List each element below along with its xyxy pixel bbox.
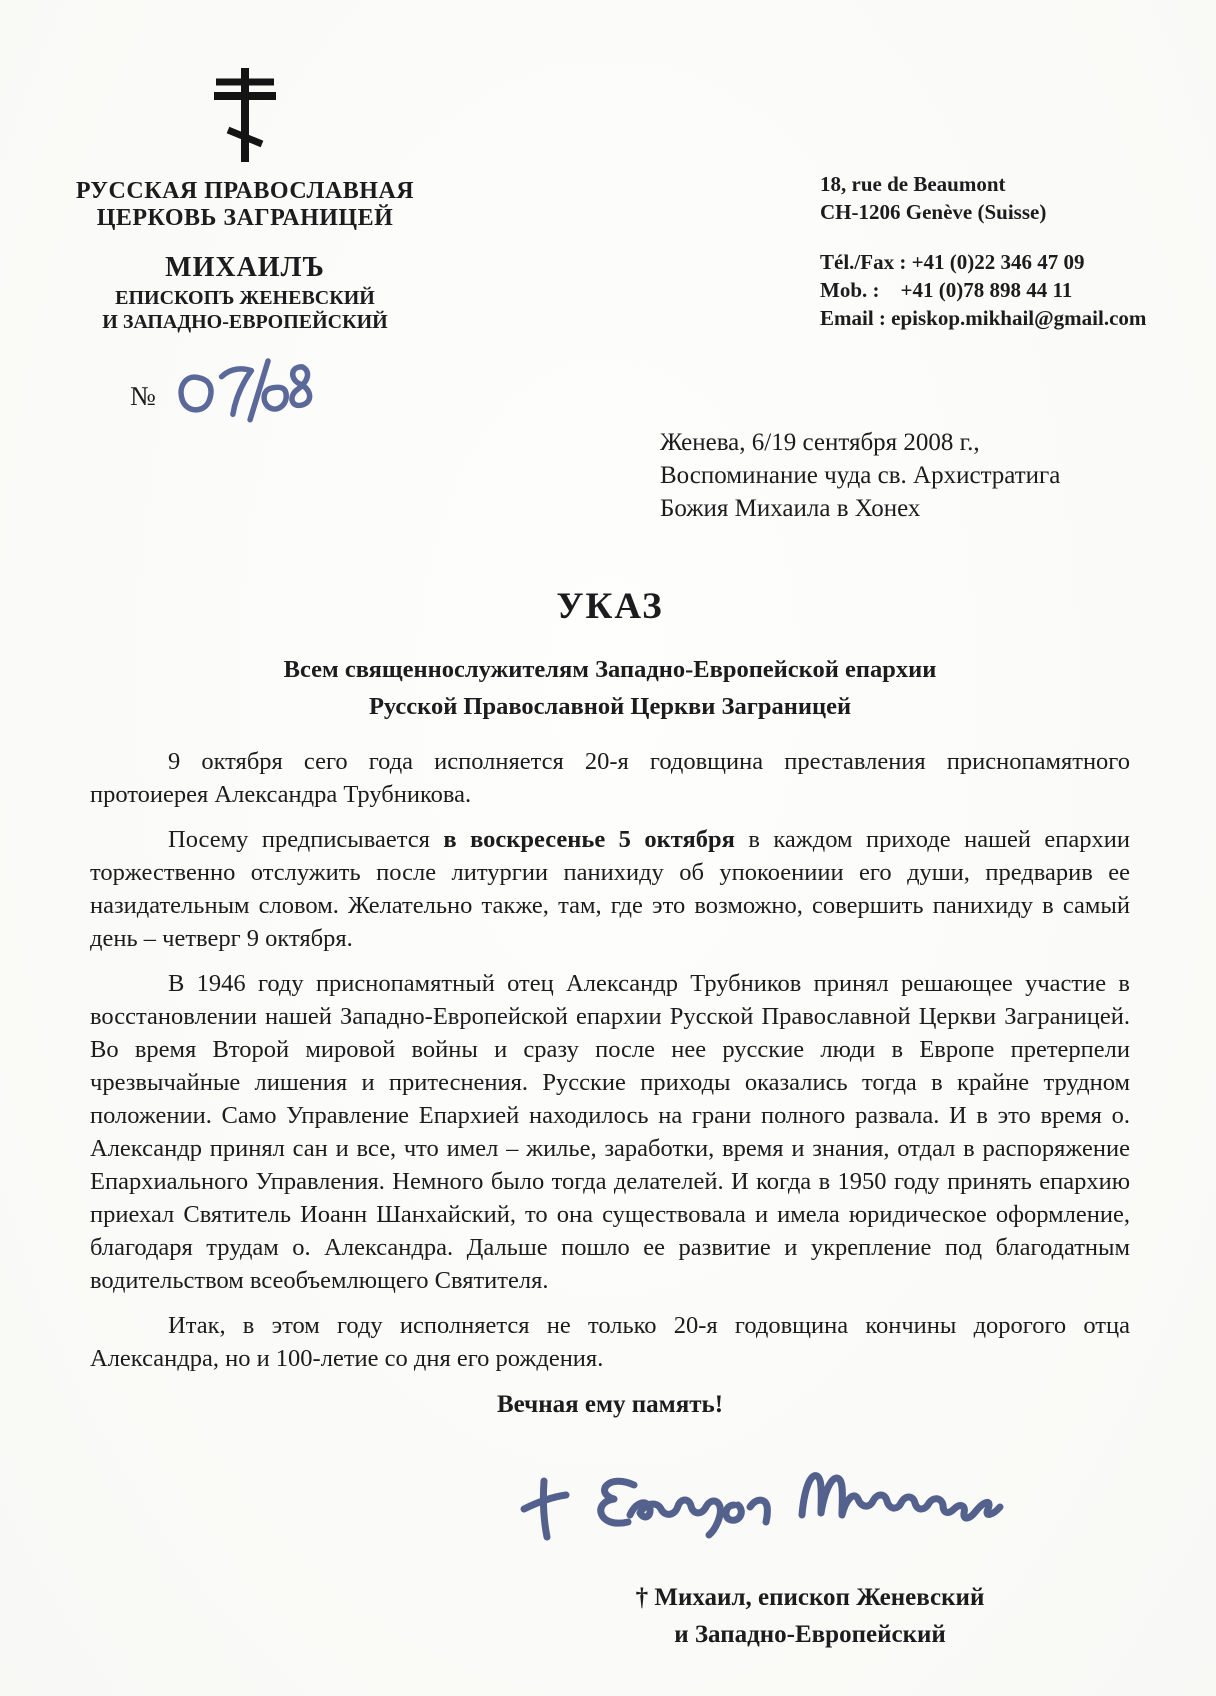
mobile-line: Mob. : +41 (0)78 898 44 11	[820, 278, 1073, 302]
letterhead-contact	[820, 66, 1147, 332]
bishop-name: МИХАИЛЪ	[165, 252, 325, 283]
signature-svg	[510, 1441, 1030, 1573]
letterhead-left	[70, 66, 420, 334]
addressee-line2: Русской Православной Церкви Заграницей	[368, 693, 852, 720]
org-name-line2: ЦЕРКОВЬ ЗАГРАНИЦЕЙ	[96, 205, 394, 231]
signature-name-line1: † Михаил, епископ Женевский	[635, 1584, 985, 1611]
signature-name-line2: и Западно-Европейский	[674, 1621, 946, 1648]
decree-body	[90, 745, 1130, 1375]
paragraph	[90, 967, 1130, 1297]
addressee	[90, 651, 1130, 725]
letterhead	[75, 66, 1147, 334]
paragraph-run: Посему предписывается	[168, 826, 444, 853]
addressee-line1: Всем священнослужителям Западно-Европейской епархии	[283, 656, 937, 683]
paragraph-run: в каждом приходе нашей епархии торжественно отслужить после литургии панихиду об упокоениии его души, предварив ее назидательным словом. Желательно также, там, где это возможно, совершить панихиду в самый день – четверг 9 октября.	[90, 826, 1131, 952]
address-line2: CH-1206 Genève (Suisse)	[820, 200, 1047, 224]
email-line: Email : episkop.mikhail@gmail.com	[820, 306, 1147, 330]
telfax-line: Tél./Fax : +41 (0)22 346 47 09	[820, 250, 1085, 274]
paragraph-run: 9 октября сего года исполняется 20-я годовщина преставления приснопамятного протоиерея Александра Трубникова.	[90, 748, 1130, 808]
bishop-title-line2: И ЗАПАДНО-ЕВРОПЕЙСКИЙ	[102, 311, 388, 333]
handwritten-signature	[510, 1441, 1130, 1573]
reference-number-label: №	[130, 381, 156, 411]
signature-name-block	[560, 1579, 1060, 1653]
paragraph-run: Итак, в этом году исполняется не только 20-я годовщина кончины дорогого отца Александра, но и 100-летие со дня его рождения.	[90, 1312, 1130, 1372]
decree-title: УКАЗ	[556, 586, 664, 627]
paragraph-run: В 1946 году приснопамятный отец Александр Трубников принял решающее участие в восстановлении нашей Западно-Европейской епархии Русской Православной Церкви Заграницей. Во время Второй мировой войны и сразу после нее русские люди в Европе претерпели чрезвычайные лишения и притеснения. Русские приходы оказались тогда в крайне трудном положении. Само Управление Епархией находилось на грани полного развала. И в это время о. Александр принял сан и все, что имел – жилье, заработки, время и знания, отдал в распоряжение Епархиального Управления. Немного было тогда делателей. И когда в 1950 году принять епархию приехал Святитель Иоанн Шанхайский, то она существовала и имела юридическое оформление, благодаря трудам о. Александра. Дальше пошло ее развитие и укрепление под благодатным водительством всеобъемлющего Святителя.	[90, 970, 1130, 1294]
bishop-block	[70, 252, 420, 334]
reference-row	[130, 348, 1130, 422]
date-block	[660, 426, 1130, 525]
org-name-line1: РУССКАЯ ПРАВОСЛАВНАЯ	[75, 178, 415, 204]
paragraph	[90, 1309, 1130, 1375]
feast-line1: Воспоминание чуда св. Архистратига	[660, 462, 1061, 489]
bishop-title-line1: ЕПИСКОПЪ ЖЕНЕВСКИЙ	[115, 287, 375, 309]
orthodox-cross-icon	[70, 66, 420, 164]
paragraph-run-bold: в воскресенье 5 октября	[443, 826, 735, 853]
contact-gap	[820, 226, 1130, 248]
paragraph	[90, 745, 1130, 811]
bishop-title	[70, 286, 420, 334]
date-line: Женева, 6/19 сентября 2008 г.,	[660, 429, 980, 456]
feast-line2: Божия Михаила в Хонех	[660, 495, 921, 522]
orthodox-cross-svg	[70, 66, 420, 164]
org-name	[70, 178, 420, 232]
closing-line: Вечная ему память!	[496, 1391, 724, 1418]
address-line1: 18, rue de Beaumont	[820, 172, 1006, 196]
handwritten-number-svg	[165, 349, 317, 428]
handwritten-reference-number	[165, 349, 317, 428]
paragraph	[90, 823, 1130, 955]
